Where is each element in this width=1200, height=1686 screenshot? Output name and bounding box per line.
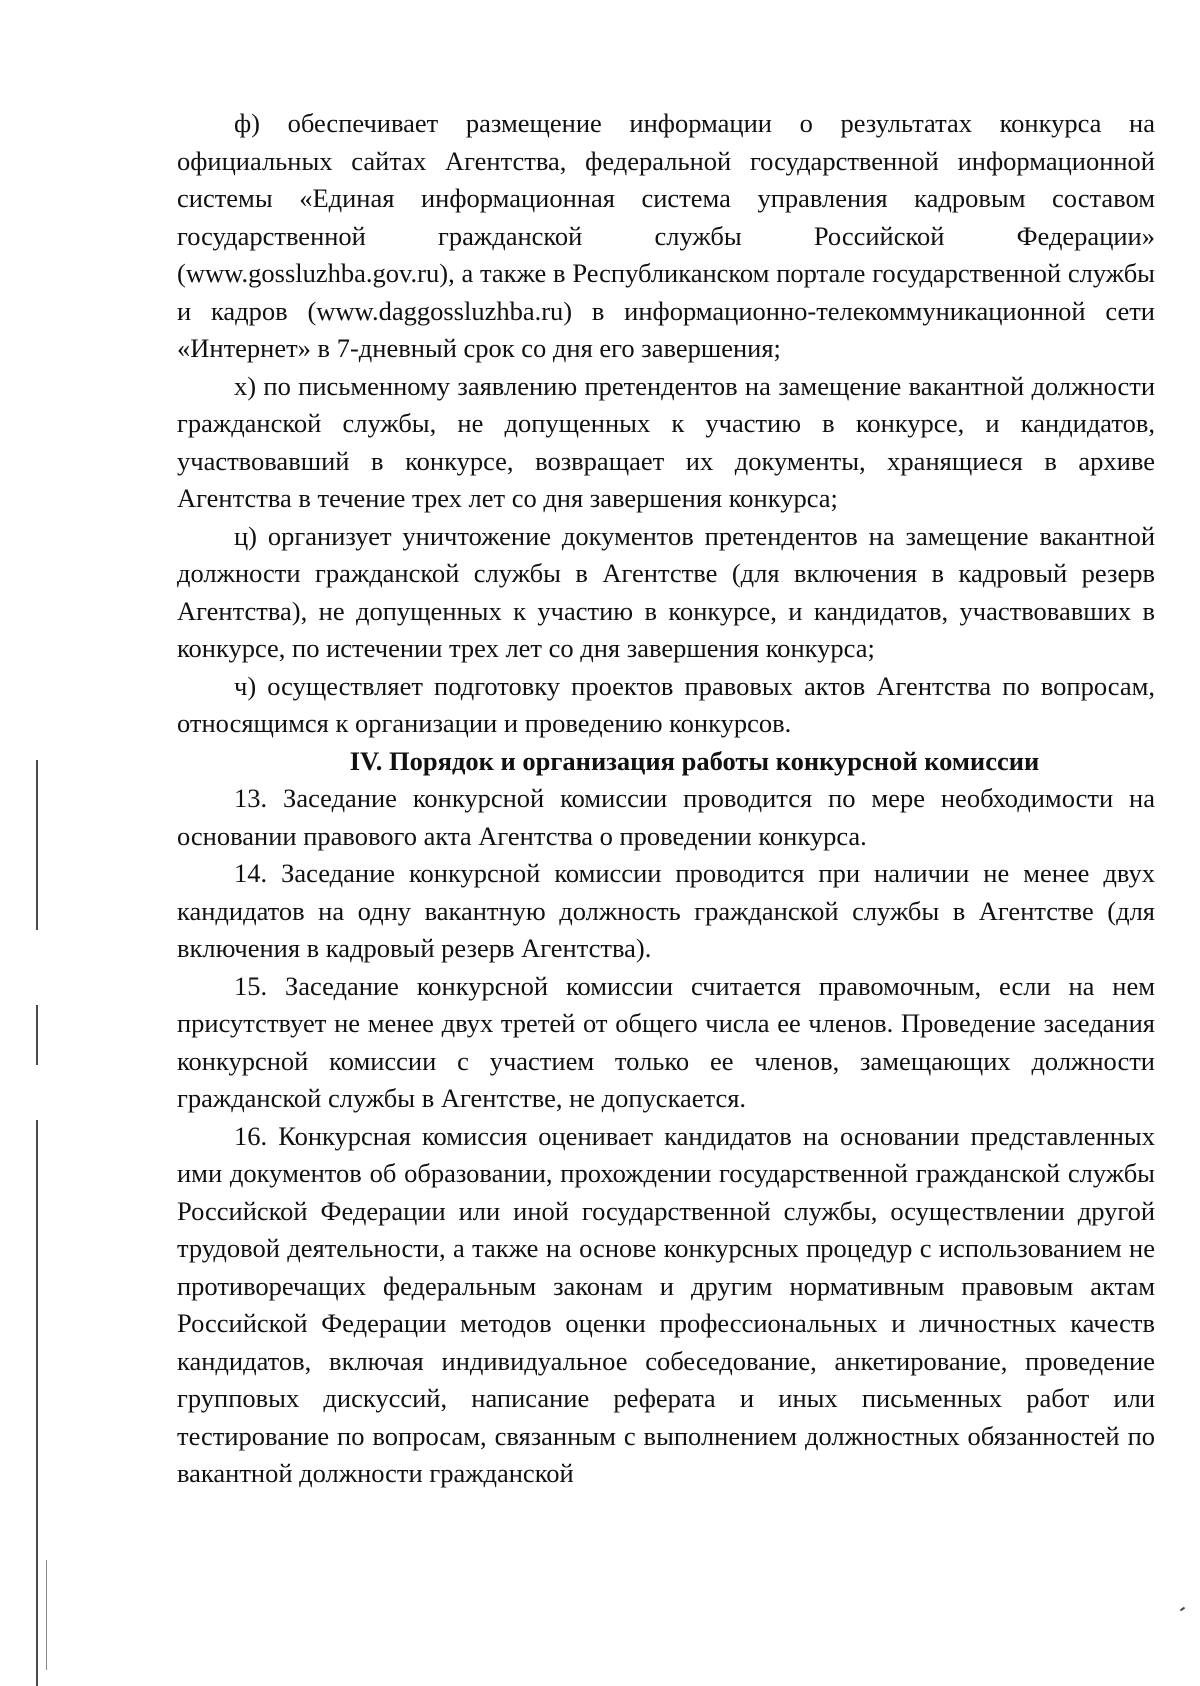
paragraph-ch: ч) осуществляет подготовку проектов правовых актов Агентства по вопросам, относящимся к организации и проведению конкурсов. (177, 670, 1155, 738)
scan-edge-line (36, 760, 38, 930)
paragraph-f: ф) обеспечивает размещение информации о результатах конкурса на официальных сайтах Агентства, федеральной государственной информационной системы «Единая информационная система управления кадровым составом государственной гражданской службы Российской Федерации» (www.gossluzhba.gov.ru), а также в Республиканском портале государственной службы и кадров (www.daggossluzhba.ru) в информационно-телекоммуникационной сети «Интернет» в 7-дневный срок со дня его завершения; (177, 108, 1155, 363)
scan-edge-line (46, 1560, 47, 1670)
document-body (177, 105, 1155, 1493)
scan-edge-line (36, 1005, 38, 1065)
paragraph-14: 14. Заседание конкурсной комиссии проводится при наличии не менее двух кандидатов на одну вакантную должность гражданской службы в Агентстве (для включения в кадровый резерв Агентства). (177, 858, 1155, 963)
paragraph-13: 13. Заседание конкурсной комиссии проводится по мере необходимости на основании правового акта Агентства о проведении конкурса. (177, 783, 1155, 851)
section-heading: IV. Порядок и организация работы конкурсной комиссии (349, 745, 1040, 776)
paragraph-16: 16. Конкурсная комиссия оценивает кандидатов на основании представленных ими документов об образовании, прохождении государственной гражданской службы Российской Федерации или иной государственной службы, осуществлении другой трудовой деятельности, а также на основе конкурсных процедур с использованием не противоречащих федеральным законам и другим нормативным правовым актам Российской Федерации методов оценки профессиональных и личностных качеств кандидатов, включая индивидуальное собеседование, анкетирование, проведение групповых дискуссий, написание реферата и иных письменных работ или тестирование по вопросам, связанным с выполнением должностных обязанностей по вакантной должности гражданской (177, 1120, 1155, 1488)
paragraph-ts: ц) организует уничтожение документов претендентов на замещение вакантной должности гражданской службы в Агентстве (для включения в кадровый резерв Агентства), не допущенных к участию в конкурсе, и кандидатов, участвовавших в конкурсе, по истечении трех лет со дня завершения конкурса; (177, 520, 1155, 663)
scan-edge-line (36, 1120, 38, 1686)
paragraph-15: 15. Заседание конкурсной комиссии считается правомочным, если на нем присутствует не менее двух третей от общего числа ее членов. Проведение заседания конкурсной комиссии с участием только ее членов, замещающих должности гражданской службы в Агентстве, не допускается. (177, 970, 1155, 1113)
paragraph-kh: х) по письменному заявлению претендентов на замещение вакантной должности гражданской службы, не допущенных к участию в конкурсе, и кандидатов, участвовавший в конкурсе, возвращает их документы, хранящиеся в архиве Агентства в течение трех лет со дня завершения конкурса; (177, 370, 1155, 513)
scan-speck (1180, 1607, 1185, 1612)
